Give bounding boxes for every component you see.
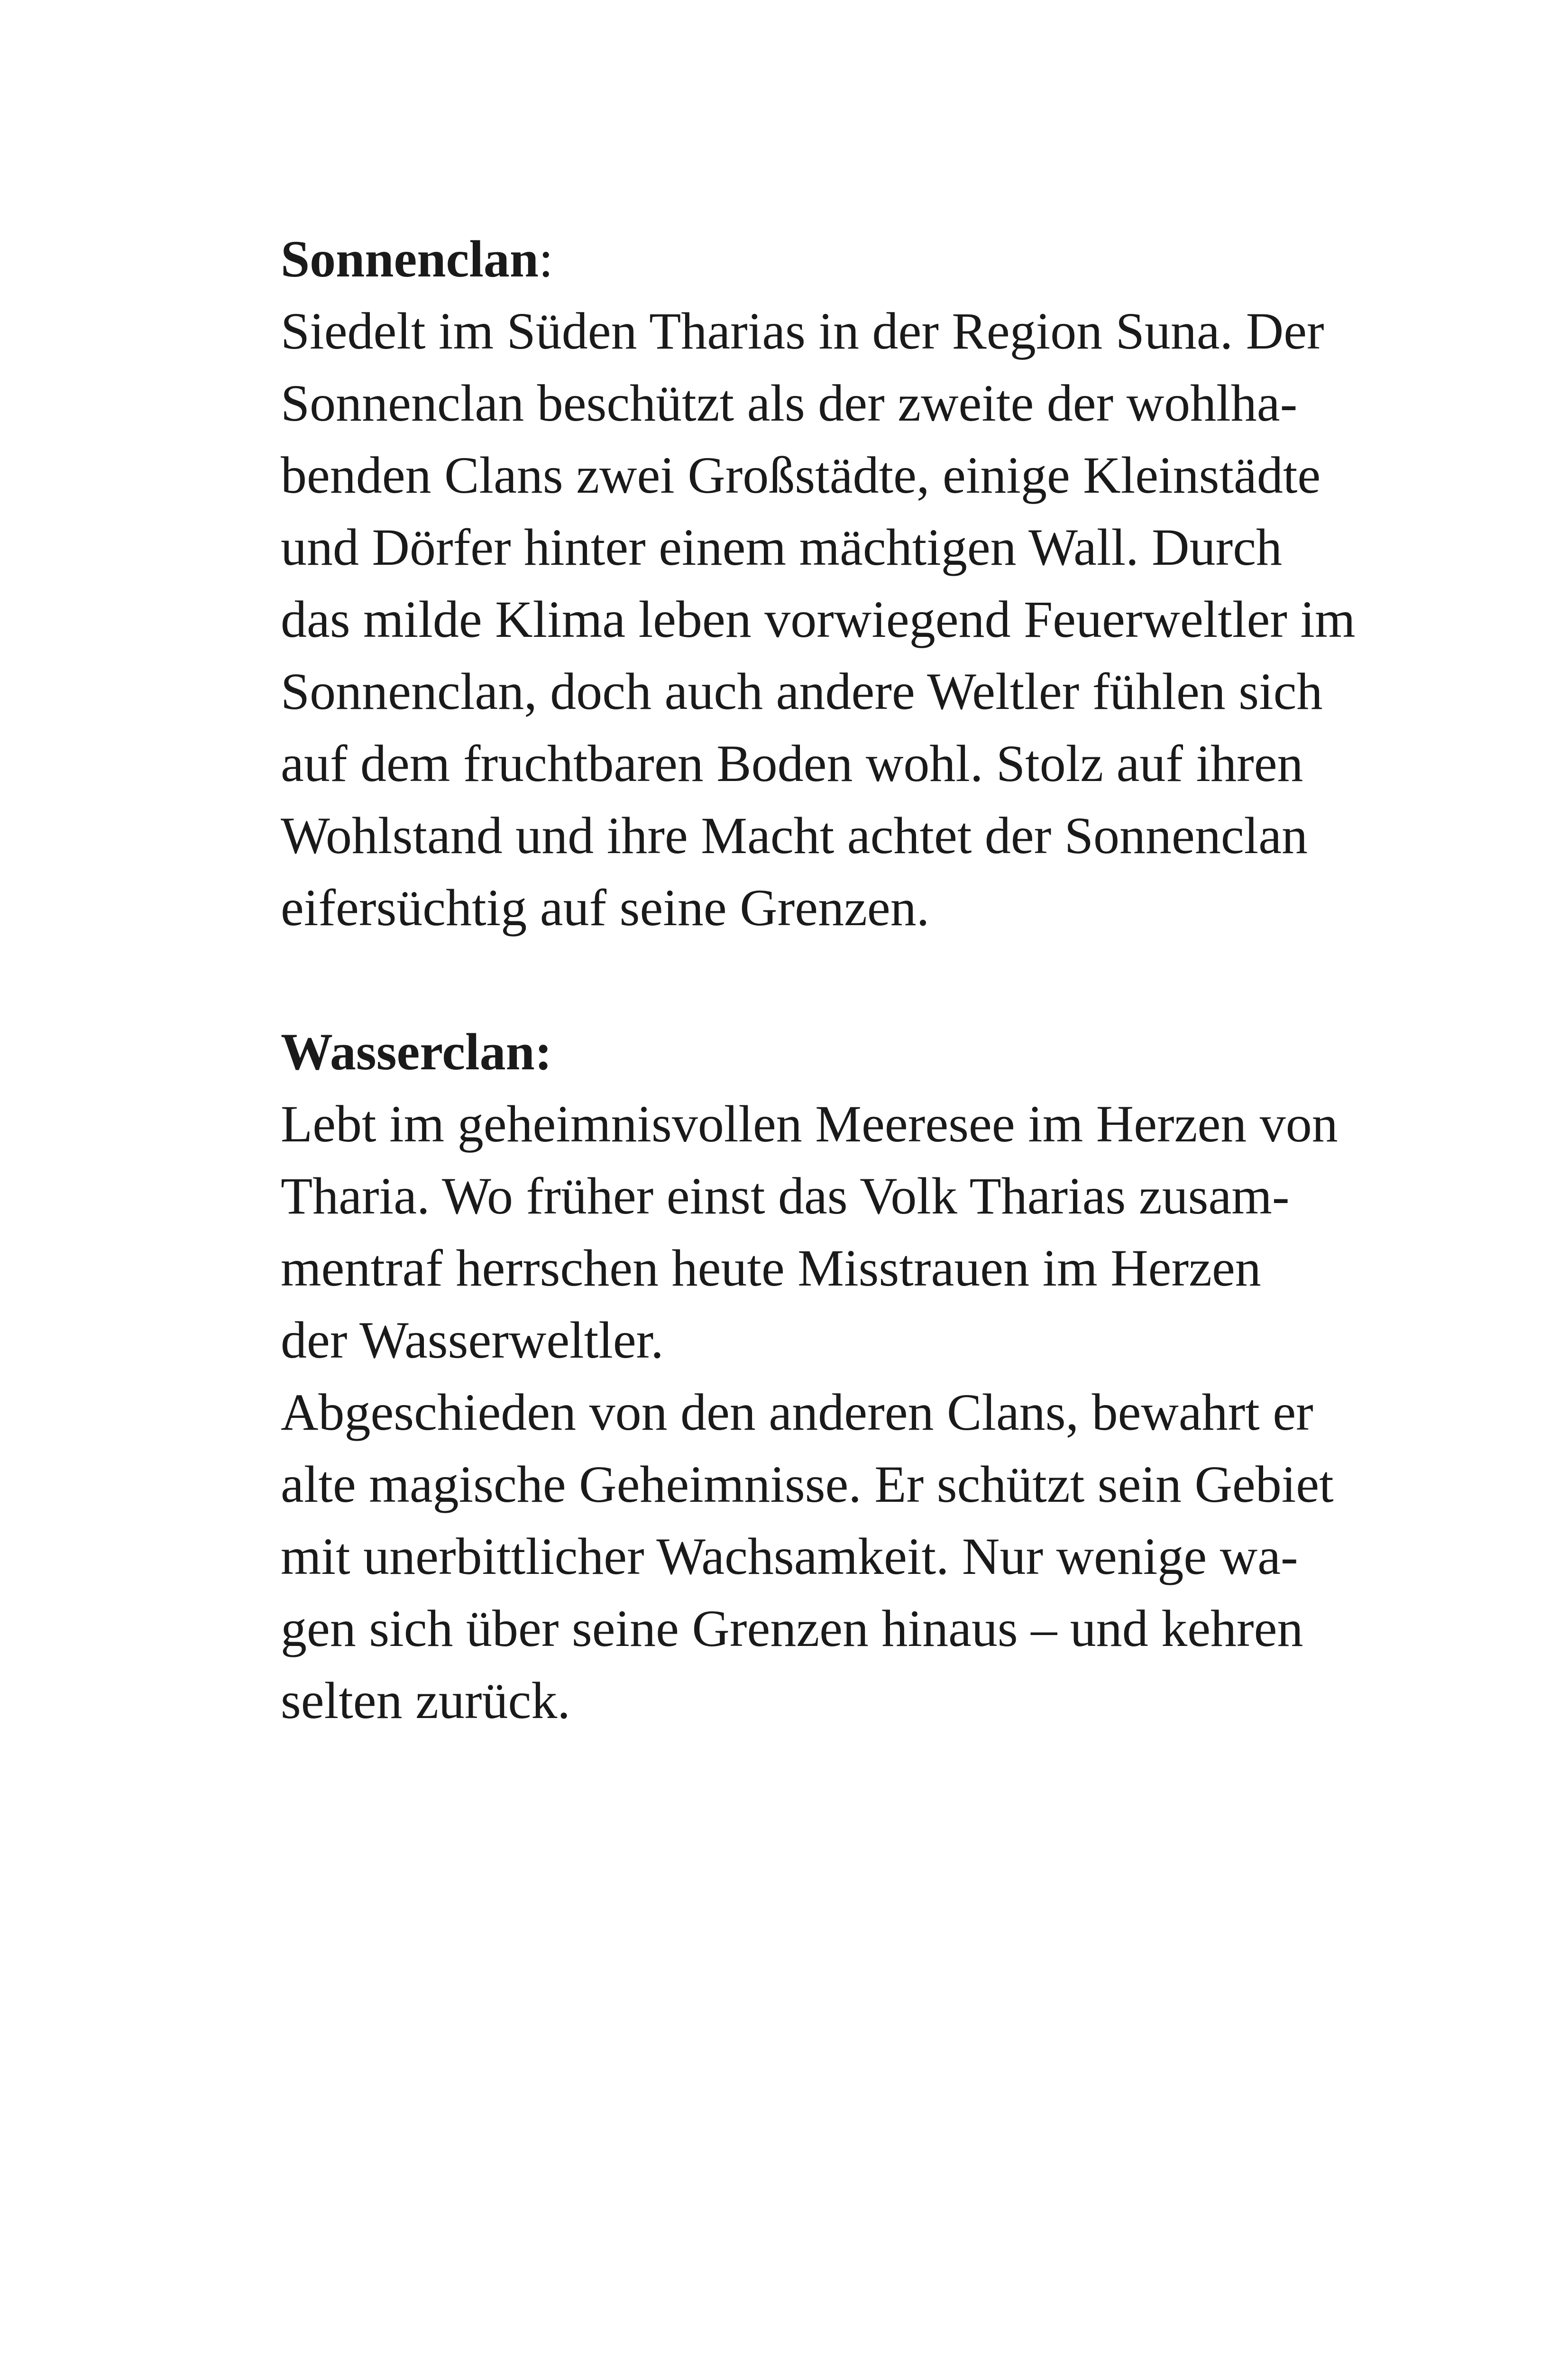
body-line: mit unerbittlicher Wachsamkeit. Nur wenige wa- [281,1527,1298,1585]
section-spacer [281,944,1371,1016]
body-line: gen sich über seine Grenzen hinaus – und kehren [281,1599,1303,1657]
body-line: selten zurück. [281,1672,570,1729]
body-line: Tharia. Wo früher einst das Volk Tharias zusam- [281,1167,1290,1225]
body-line: Wohlstand und ihre Macht achtet der Sonnenclan [281,807,1308,864]
body-line: Siedelt im Süden Tharias in der Region Suna. Der [281,302,1324,360]
body-line: der Wasserweltler. [281,1311,664,1369]
body-line: eifersüchtig auf seine Grenzen. [281,879,930,937]
body-line: Lebt im geheimnisvollen Meeresee im Herzen von [281,1095,1338,1153]
body-line: das milde Klima leben vorwiegend Feuerweltler im [281,590,1356,648]
section-wasserclan [281,1016,1371,1737]
body-line: Sonnenclan beschützt als der zweite der wohlha- [281,374,1298,432]
heading-text: Sonnenclan [281,230,539,288]
section-heading-wasserclan: Wasserclan: [281,1023,552,1081]
heading-colon: : [539,230,553,288]
body-line: auf dem fruchtbaren Boden wohl. Stolz auf ihren [281,735,1303,792]
section-sonnenclan [281,223,1371,944]
body-line: mentraf herrschen heute Misstrauen im Herzen [281,1239,1261,1297]
body-line: alte magische Geheimnisse. Er schützt sein Gebiet [281,1455,1334,1513]
body-line: und Dörfer hinter einem mächtigen Wall. Durch [281,518,1283,576]
body-line: Sonnenclan, doch auch andere Weltler fühlen sich [281,662,1323,720]
section-heading-sonnenclan [281,223,1371,295]
body-line: Abgeschieden von den anderen Clans, bewahrt er [281,1383,1313,1441]
page-content [281,223,1371,1737]
body-line: benden Clans zwei Großstädte, einige Kleinstädte [281,446,1321,504]
